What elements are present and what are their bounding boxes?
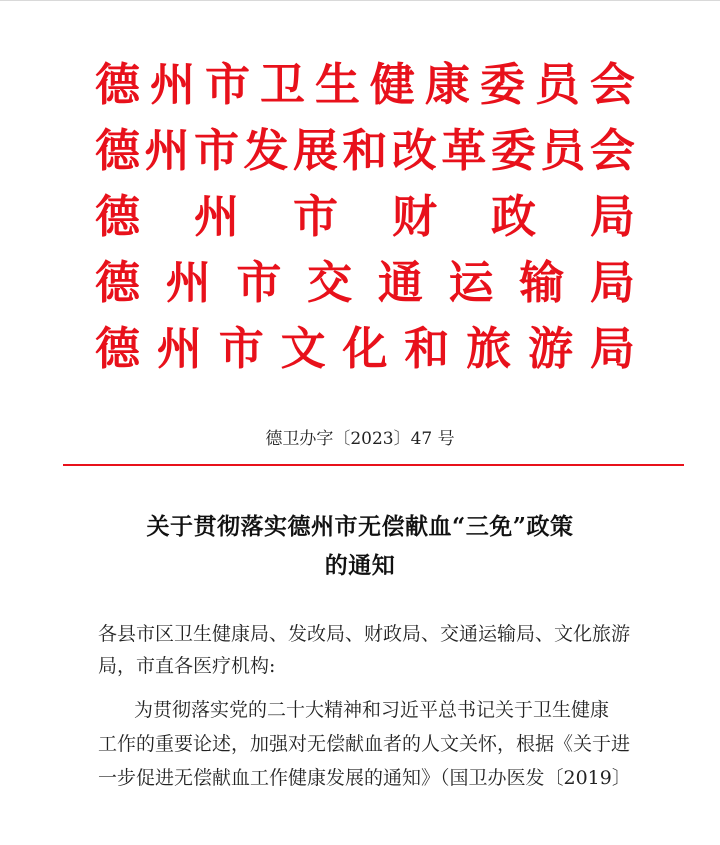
agency-line-finance-bureau — [95, 185, 635, 247]
body-paragraph-line-3: 一步促进无偿献血工作健康发展的通知》（国卫办医发〔2019〕 — [98, 767, 631, 789]
agency-char: 委 — [479, 57, 525, 111]
agency-char: 健 — [369, 57, 415, 111]
body-paragraph-line-2: 工作的重要论述，加强对无偿献血者的人文关怀，根据《关于进 — [98, 733, 631, 755]
agency-char: 员 — [540, 123, 586, 177]
agency-char: 局 — [589, 321, 635, 375]
agency-char: 发 — [243, 123, 289, 177]
agency-char: 州 — [165, 255, 211, 309]
red-separator-line — [63, 464, 684, 466]
document-number: 德卫办字〔2023〕47 号 — [265, 429, 455, 449]
agency-char: 员 — [534, 57, 580, 111]
agency-char: 和 — [342, 123, 388, 177]
agency-char: 旅 — [466, 321, 512, 375]
page-top-border — [0, 0, 720, 1]
agency-char: 通 — [377, 255, 423, 309]
agency-char: 展 — [292, 123, 338, 177]
body-paragraph-line-1: 为贯彻落实党的二十大精神和习近平总书记关于卫生健康 — [134, 699, 610, 721]
agency-char: 德 — [95, 255, 141, 309]
addressee-line-2: 局，市直各医疗机构: — [98, 655, 276, 677]
agency-char: 市 — [292, 189, 338, 243]
agency-char: 化 — [342, 321, 388, 375]
agency-char: 政 — [490, 189, 536, 243]
agency-char: 卫 — [259, 57, 305, 111]
agency-char: 市 — [236, 255, 282, 309]
agency-char: 州 — [156, 321, 202, 375]
agency-char: 市 — [193, 123, 239, 177]
agency-line-health-commission — [95, 53, 635, 115]
agency-char: 市 — [204, 57, 250, 111]
agency-char: 德 — [95, 57, 141, 111]
agency-char: 委 — [490, 123, 536, 177]
agency-char: 局 — [589, 189, 635, 243]
agency-char: 生 — [314, 57, 360, 111]
agency-char: 州 — [144, 123, 190, 177]
agency-char: 运 — [448, 255, 494, 309]
addressee-line-1: 各县市区卫生健康局、发改局、财政局、交通运输局、文化旅游 — [98, 623, 631, 645]
agency-line-transport-bureau — [95, 251, 635, 313]
agency-char: 州 — [149, 57, 195, 111]
agency-char: 州 — [193, 189, 239, 243]
agency-char: 输 — [519, 255, 565, 309]
document-title-line-1: 关于贯彻落实德州市无偿献血“三免”政策 — [146, 513, 574, 540]
agency-char: 和 — [404, 321, 450, 375]
agency-char: 游 — [528, 321, 574, 375]
agency-char: 会 — [589, 123, 635, 177]
agency-line-culture-tourism-bureau — [95, 317, 635, 379]
agency-line-development-reform-commission — [95, 119, 635, 181]
agency-char: 财 — [391, 189, 437, 243]
agency-char: 德 — [95, 123, 141, 177]
agency-char: 会 — [589, 57, 635, 111]
agency-char: 文 — [280, 321, 326, 375]
document-title-line-2: 的通知 — [324, 552, 396, 579]
agency-char: 德 — [95, 321, 141, 375]
agency-char: 革 — [441, 123, 487, 177]
agency-char: 市 — [218, 321, 264, 375]
agency-char: 德 — [95, 189, 141, 243]
agency-char: 交 — [307, 255, 353, 309]
agency-char: 局 — [589, 255, 635, 309]
agency-char: 康 — [424, 57, 470, 111]
agency-char: 改 — [391, 123, 437, 177]
